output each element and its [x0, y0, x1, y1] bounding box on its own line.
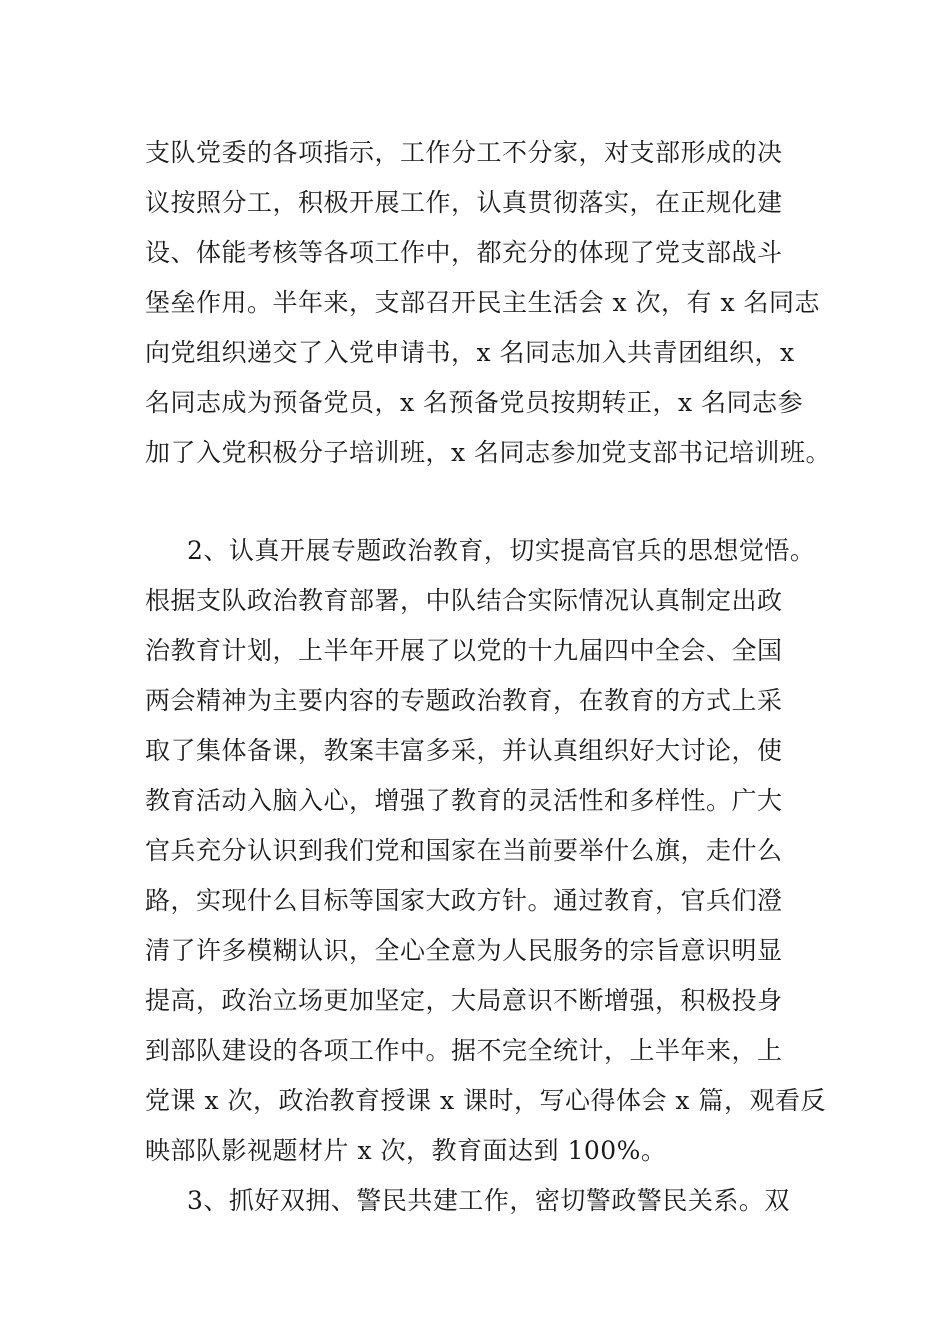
paragraph-1-line-3: 设、体能考核等各项工作中，都充分的体现了党支部战斗 [145, 238, 783, 267]
paragraph-2-line-12: 党课 x 次，政治教育授课 x 课时，写心得体会 x 篇，观看反 [145, 1086, 826, 1115]
paragraph-1-line-4: 堡垒作用。半年来，支部召开民主生活会 x 次，有 x 名同志 [145, 288, 820, 317]
paragraph-1-line-1: 支队党委的各项指示，工作分工不分家，对支部形成的决 [145, 138, 783, 167]
paragraph-2-line-5: 取了集体备课，教案丰富多采，并认真组织好大讨论，使 [145, 736, 783, 765]
paragraph-1-line-2: 议按照分工，积极开展工作，认真贯彻落实，在正规化建 [145, 188, 783, 217]
paragraph-2-line-7: 官兵充分认识到我们党和国家在当前要举什么旗，走什么 [145, 836, 783, 865]
paragraph-2-line-11: 到部队建设的各项工作中。据不完全统计，上半年来，上 [145, 1036, 783, 1065]
paragraph-2-line-3: 治教育计划，上半年开展了以党的十九届四中全会、全国 [145, 636, 783, 665]
paragraph-2-line-8: 路，实现什么目标等国家大政方针。通过教育，官兵们澄 [145, 886, 783, 915]
paragraph-2-heading-line: 2、认真开展专题政治教育，切实提高官兵的思想觉悟。 [187, 536, 816, 565]
paragraph-1-line-5: 向党组织递交了入党申请书，x 名同志加入共青团组织，x [145, 338, 795, 367]
paragraph-1-line-6: 名同志成为预备党员，x 名预备党员按期转正，x 名同志参 [145, 388, 804, 417]
paragraph-2-line-10: 提高，政治立场更加坚定，大局意识不断增强，积极投身 [145, 986, 783, 1015]
paragraph-2-line-2: 根据支队政治教育部署，中队结合实际情况认真制定出政 [145, 586, 783, 615]
paragraph-2-line-4: 两会精神为主要内容的专题政治教育，在教育的方式上采 [145, 686, 783, 715]
paragraph-2-line-13: 映部队影视题材片 x 次，教育面达到 100%。 [145, 1136, 667, 1165]
paragraph-3-heading-line: 3、抓好双拥、警民共建工作，密切警政警民关系。双 [187, 1186, 790, 1215]
paragraph-1-line-7: 加了入党积极分子培训班，x 名同志参加党支部书记培训班。 [145, 438, 832, 467]
paragraph-2-line-6: 教育活动入脑入心，增强了教育的灵活性和多样性。广大 [145, 786, 783, 815]
paragraph-2-line-9: 清了许多模糊认识，全心全意为人民服务的宗旨意识明显 [145, 936, 783, 965]
